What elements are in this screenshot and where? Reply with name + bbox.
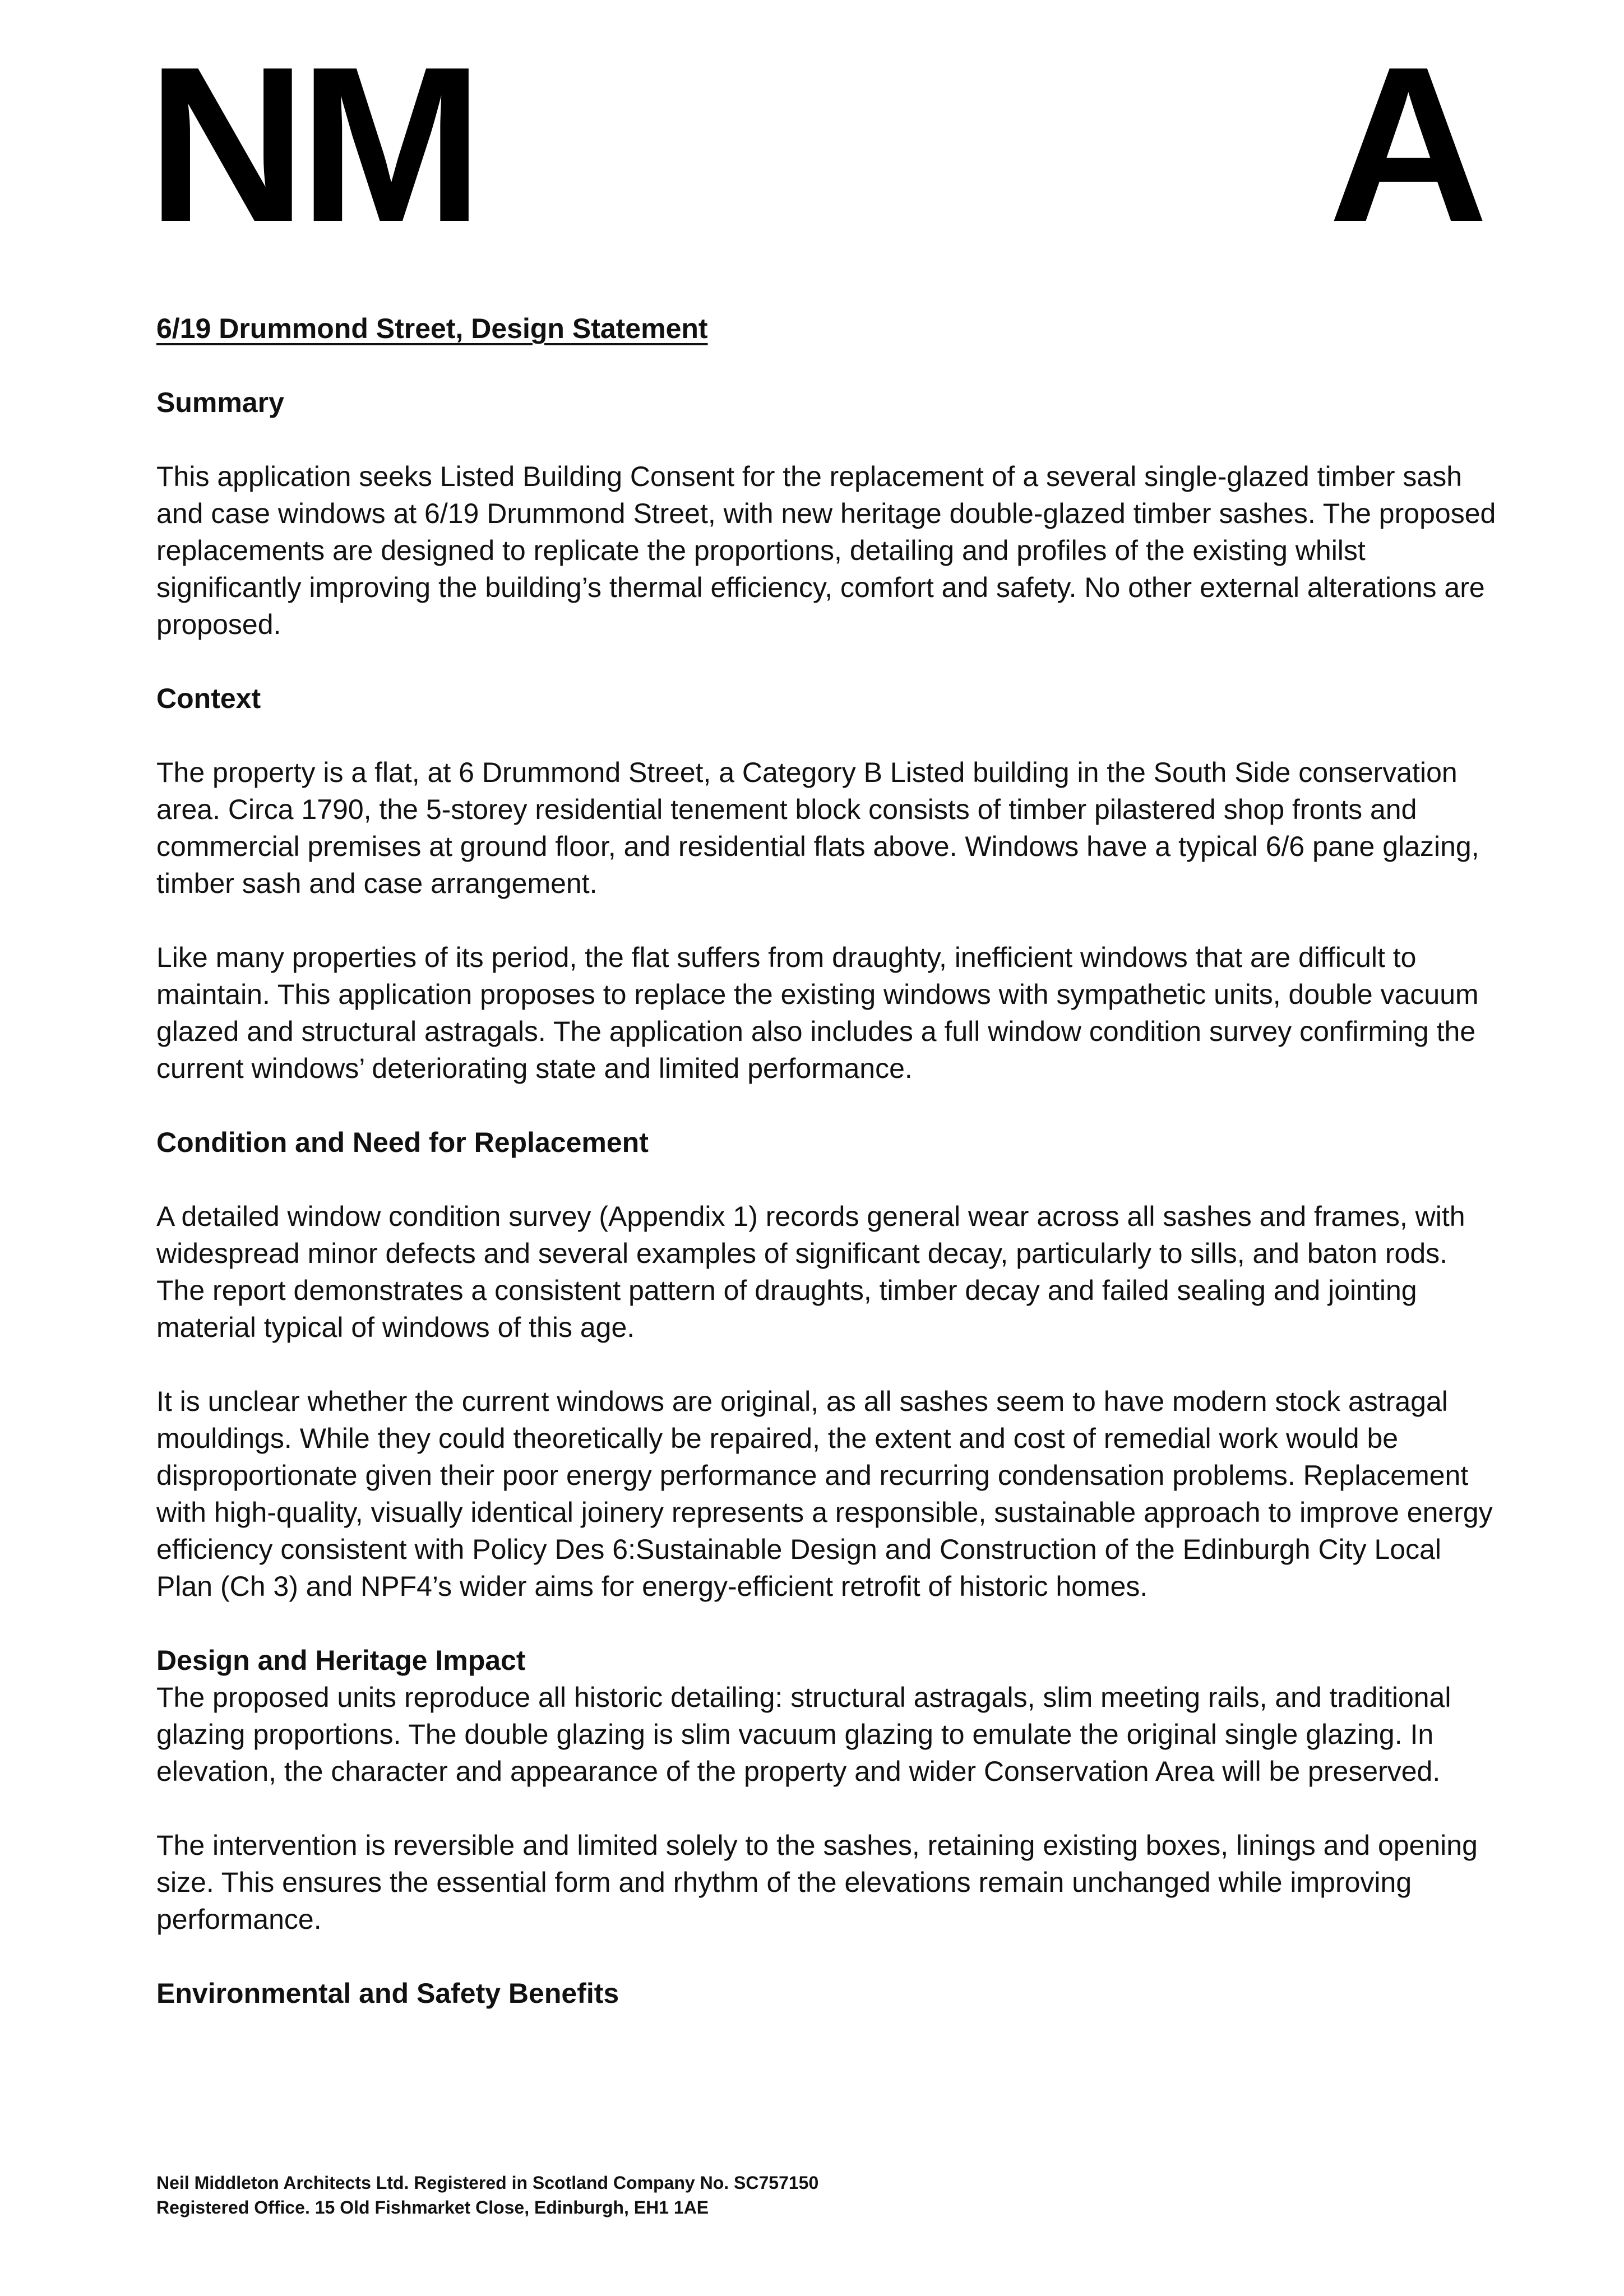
footer-address-line: Registered Office. 15 Old Fishmarket Close, Edinburgh, EH1 1AE: [156, 2197, 709, 2218]
section-heading-summary: Summary: [156, 387, 284, 418]
document-title: 6/19 Drummond Street, Design Statement: [156, 313, 708, 344]
footer: [156, 2170, 818, 2220]
section-heading-context: Context: [156, 683, 261, 714]
section-heading-design: Design and Heritage Impact: [156, 1645, 526, 1676]
context-paragraph-2: Like many properties of its period, the flat suffers from draughty, inefficient windows that are difficult to maintain. This application proposes to replace the existing windows with sympathetic units, double vacuum glazed and structural astragals. The application also includes a full window condition survey confirming the current windows’ deteriorating state and limited performance.: [156, 942, 1479, 1084]
section-heading-condition: Condition and Need for Replacement: [156, 1127, 649, 1158]
logo-a: A: [1328, 20, 1480, 268]
condition-paragraph-1: A detailed window condition survey (Appendix 1) records general wear across all sashes and frames, with widespread minor defects and several examples of significant decay, particularly to sills, and baton rods. The report demonstrates a consistent pattern of draughts, timber decay and failed sealing and jointing material typical of windows of this age.: [156, 1201, 1465, 1343]
document-body: [156, 310, 1496, 2012]
section-heading-environmental: Environmental and Safety Benefits: [156, 1978, 619, 2009]
footer-company-line: Neil Middleton Architects Ltd. Registered in Scotland Company No. SC757150: [156, 2173, 819, 2193]
summary-paragraph: This application seeks Listed Building Consent for the replacement of a several single-glazed timber sash and case windows at 6/19 Drummond Street, with new heritage double-glazed timber sashes. The proposed replacements are designed to replicate the proportions, detailing and profiles of the existing whilst significantly improving the building’s thermal efficiency, comfort and safety. No other external alterations are proposed.: [156, 461, 1496, 640]
logo-nm: NM: [147, 20, 476, 268]
condition-paragraph-2: It is unclear whether the current windows are original, as all sashes seem to have modern stock astragal mouldings. While they could theoretically be repaired, the extent and cost of remedial work would be disproportionate given their poor energy performance and recurring condensation problems. Replacement with high-quality, visually identical joinery represents a responsible, sustainable approach to improve energy efficiency consistent with Policy Des 6:Sustainable Design and Construction of the Edinburgh City Local Plan (Ch 3) and NPF4’s wider aims for energy-efficient retrofit of historic homes.: [156, 1386, 1493, 1602]
design-paragraph-1: The proposed units reproduce all historic detailing: structural astragals, slim meeting rails, and traditional glazing proportions. The double glazing is slim vacuum glazing to emulate the original single glazing. In elevation, the character and appearance of the property and wider Conservation Area will be preserved.: [156, 1682, 1451, 1787]
design-paragraph-2: The intervention is reversible and limited solely to the sashes, retaining existing boxes, linings and opening size. This ensures the essential form and rhythm of the elevations remain unchanged while improving performance.: [156, 1830, 1478, 1935]
context-paragraph-1: The property is a flat, at 6 Drummond Street, a Category B Listed building in the South Side conservation area. Circa 1790, the 5-storey residential tenement block consists of timber pilastered shop fronts and commercial premises at ground floor, and residential flats above. Windows have a typical 6/6 pane glazing, timber sash and case arrangement.: [156, 757, 1479, 899]
